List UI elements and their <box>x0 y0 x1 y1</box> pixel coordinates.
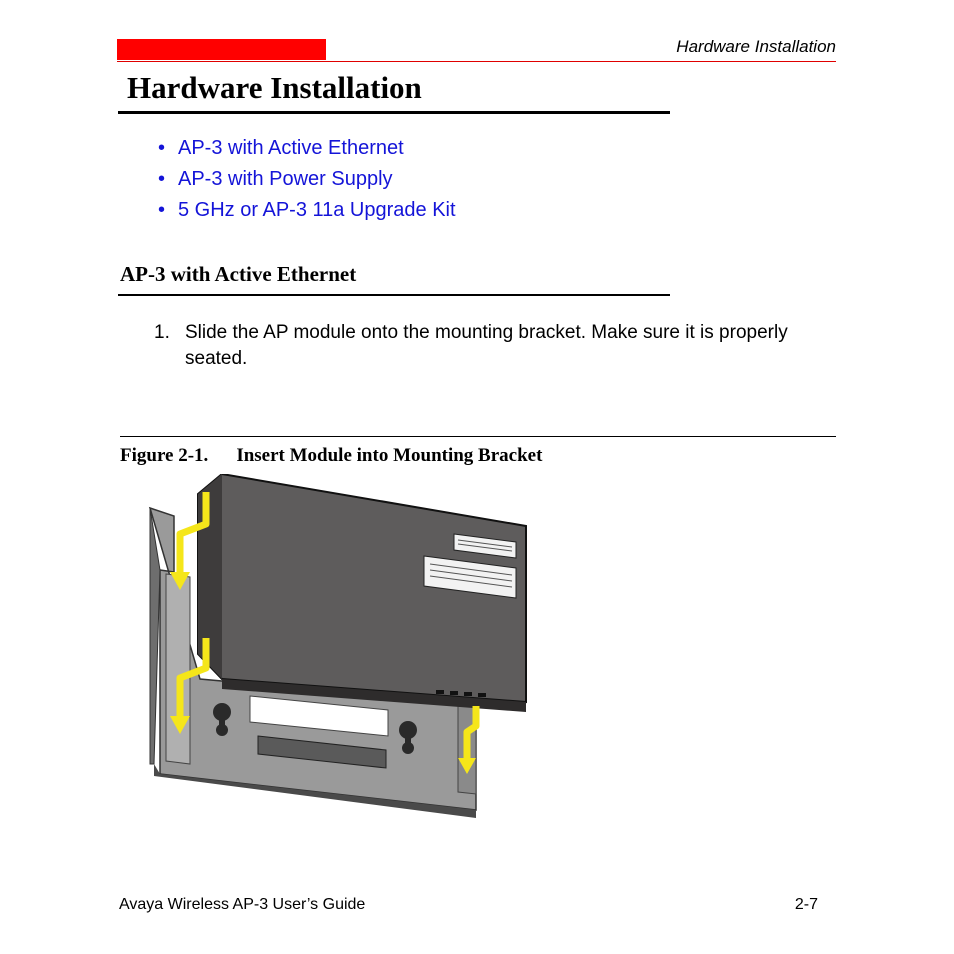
figure-title: Insert Module into Mounting Bracket <box>236 445 543 466</box>
toc-list <box>158 133 456 226</box>
step-text: Slide the AP module onto the mounting bracket. Make sure it is properly seated. <box>185 322 788 369</box>
step-item <box>154 320 824 372</box>
step-number: 1. <box>154 322 170 343</box>
figure-caption <box>120 445 542 467</box>
running-header: Hardware Installation <box>676 37 836 56</box>
figure-number: Figure 2-1. <box>120 445 209 466</box>
bullet-icon: • <box>158 137 166 159</box>
section-title: AP-3 with Active Ethernet <box>120 262 357 286</box>
toc-link-active-ethernet[interactable]: • AP-3 with Active Ethernet <box>158 133 456 164</box>
header-accent-bar <box>117 39 326 60</box>
bullet-icon: • <box>158 199 166 221</box>
toc-link-power-supply[interactable]: • AP-3 with Power Supply <box>158 164 456 195</box>
mounting-bracket-illustration <box>140 474 536 824</box>
toc-link-upgrade-kit[interactable]: • 5 GHz or AP-3 11a Upgrade Kit <box>158 195 456 226</box>
section-rule <box>118 294 670 296</box>
bullet-icon: • <box>158 168 166 190</box>
footer-document-title: Avaya Wireless AP-3 User’s Guide <box>119 896 366 913</box>
footer-page-number: 2-7 <box>794 896 818 913</box>
figure-rule <box>120 436 836 437</box>
page-title: Hardware Installation <box>127 70 422 105</box>
header-rule <box>117 61 836 62</box>
title-rule <box>118 111 670 114</box>
